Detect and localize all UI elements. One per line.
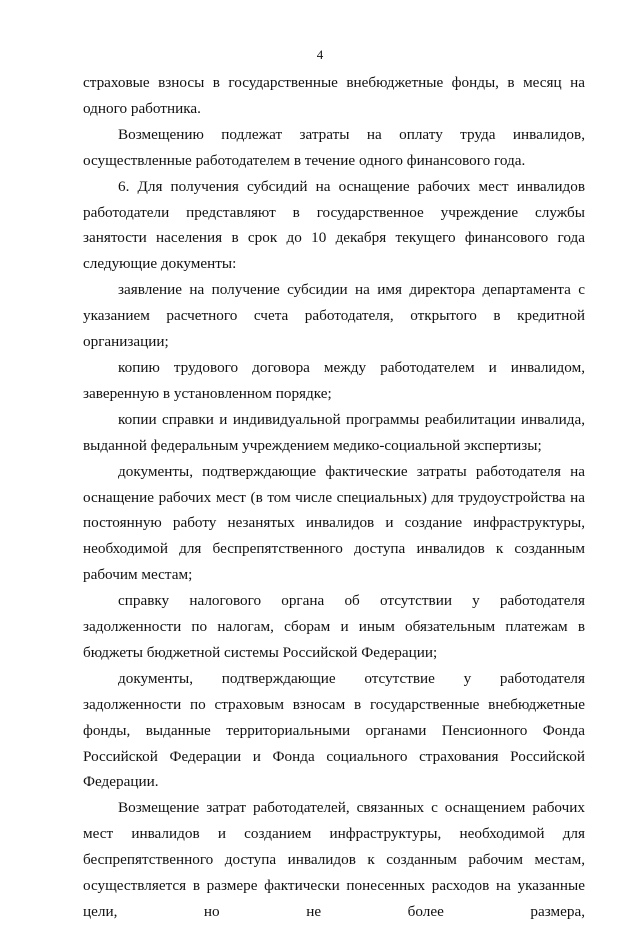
list-item: копии справки и индивидуальной программы реабилитации инвалида, выданной федеральным учреждением медико-социальной экспертизы; [83,410,585,454]
list-item: копию трудового договора между работодателем и инвалидом, заверенную в установленном порядке; [83,358,585,402]
paragraph: страховые взносы в государственные внебюджетные фонды, в месяц на одного работника. [83,74,585,117]
list-item: документы, подтверждающие фактические затраты работодателя на оснащение рабочих мест (в том числе специальных) для трудоустройства на постоянную работу незанятых инвалидов и создание инфраструктуры, необходимой для беспрепятственного доступа инвалидов к созданным рабочим местам; [83,462,585,584]
document-body [83,70,585,925]
list-item: документы, подтверждающие отсутствие у работодателя задолженности по страховым взносам в государственные внебюджетные фонды, выданные территориальными органами Пенсионного Фонда Российской Федерации и Фонда социального страхования Российской Федерации. [83,669,585,791]
paragraph: Возмещение затрат работодателей, связанных с оснащением рабочих мест инвалидов и созданием инфраструктуры, необходимой для беспрепятственного доступа инвалидов к созданным рабочим местам, осуществляется в размере фактически понесенных расходов на указанные цели, но не более размера, [83,799,585,920]
paragraph: 6. Для получения субсидий на оснащение рабочих мест инвалидов работодатели представляют в государственное учреждение службы занятости населения в срок до 10 декабря текущего финансового года следующие документы: [83,177,585,273]
list-item: заявление на получение субсидии на имя директора департамента с указанием расчетного счета работодателя, открытого в кредитной организации; [83,281,585,351]
paragraph: Возмещению подлежат затраты на оплату труда инвалидов, осуществленные работодателем в течение одного финансового года. [83,125,585,169]
list-item: справку налогового органа об отсутствии у работодателя задолженности по налогам, сборам и иным обязательным платежам в бюджеты бюджетной системы Российской Федерации; [83,592,585,661]
page-number: 4 [316,47,324,62]
